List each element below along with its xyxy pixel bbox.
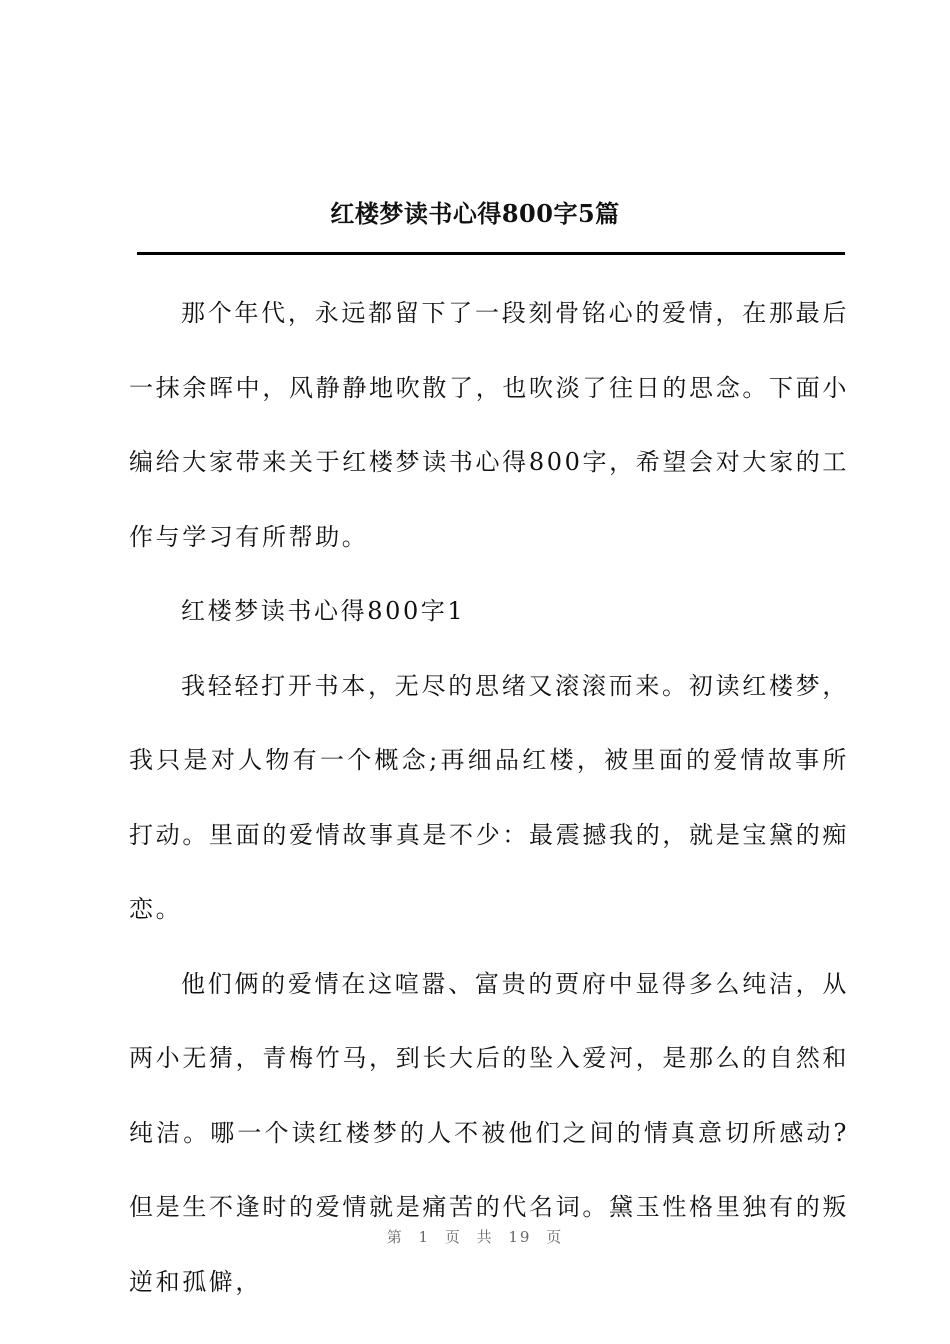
document-body (129, 276, 849, 1319)
section-heading: 红楼梦读书心得800字1 (181, 597, 466, 625)
document-title: 红楼梦读书心得800字5篇 (330, 199, 620, 228)
title-underline (137, 252, 845, 255)
page-number-footer: 第 1 页 共 19 页 (386, 1228, 564, 1246)
body-paragraph: 我轻轻打开书本，无尽的思绪又滚滚而来。初读红楼梦，我只是对人物有一个概念;再细品红楼，被里面的爱情故事所打动。里面的爱情故事真是不少：最震撼我的，就是宝黛的痴恋。 (129, 671, 849, 923)
body-paragraph: 他们俩的爱情在这喧嚣、富贵的贾府中显得多么纯洁，从两小无猜，青梅竹马，到长大后的坠入爱河，是那么的自然和纯洁。哪一个读红楼梦的人不被他们之间的情真意切所感动?但是生不逢时的爱情就是痛苦的代名词。黛玉性格里独有的叛逆和孤僻， (129, 969, 849, 1296)
intro-paragraph: 那个年代，永远都留下了一段刻骨铭心的爱情，在那最后一抹余晖中，风静静地吹散了，也吹淡了往日的思念。下面小编给大家带来关于红楼梦读书心得800字，希望会对大家的工作与学习有所帮助。 (129, 299, 849, 551)
